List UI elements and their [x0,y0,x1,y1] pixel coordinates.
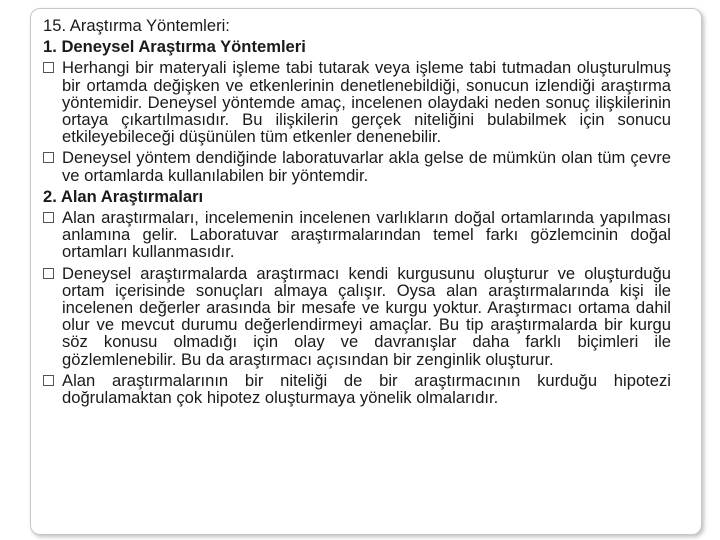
section-1-title: 1. Deneysel Araştırma Yöntemleri [43,37,306,57]
list-item [43,265,671,368]
list-item [43,59,671,145]
slide-content [43,17,671,410]
bullet-text: Deneysel yöntem dendiğinde laboratuvarlar akla gelse de mümkün olan tüm çevre ve ortamlarda kullanılabilen bir yöntemdir. [62,148,671,185]
bullet-text: Alan araştırmaları, incelemenin incelenen varlıkların doğal ortamlarında yapılması anlamına gelir. Laboratuvar araştırmalarından temel farkı gözlemcinin doğal ortamları kullanmasıdır. [62,208,671,262]
bullet-text: Deneysel araştırmalarda araştırmacı kendi kurgusunu oluşturur ve oluşturduğu ortam içerisinde sonuçları almaya çalışır. Oysa alan araştırmalarında kişi ile incelenen değerler arasında bir mesafe ve kurgu yoktur. Araştırmacı ortama dahil olur ve mevcut durumu değerlendirmeyi amaçlar. Bu tip araştırmalarda bir kurgu söz konusu olmadığı için olay ve davranışlar daha farklı biçimleri ile gözlemlenebilir. Bu da araştırmacı açısından bir zenginlik oluşturur. [62,263,671,369]
list-item [43,149,671,183]
bullet-text: Herhangi bir materyali işleme tabi tutarak veya işleme tabi tutmadan oluşturulmuş bir ortamda değişken ve etkenlerinin denetlenebildiği, sonucun izlendiği araştırma yöntemidir. Deneysel yöntemde amaç, incelenen olaydaki neden sonuç ilişkilerinin ortaya çıkartılmasıdır. Bu ilişkilerin gerçek niteliğini bulabilmek için sonucu etkileyebileceği düşünülen tüm etkenler denenebilir. [62,58,671,147]
checkbox-bullet-icon [43,62,54,73]
list-item [43,372,671,406]
checkbox-bullet-icon [43,212,54,223]
checkbox-bullet-icon [43,375,54,386]
slide-heading: 15. Araştırma Yöntemleri: [43,16,230,35]
section-2-title: 2. Alan Araştırmaları [43,186,204,206]
list-item [43,209,671,261]
checkbox-bullet-icon [43,152,54,163]
checkbox-bullet-icon [43,268,54,279]
bullet-text: Alan araştırmalarının bir niteliği de bir araştırmacının kurduğu hipotezi doğrulamaktan çok hipotez oluşturmaya yönelik olmalarıdır. [62,370,671,408]
